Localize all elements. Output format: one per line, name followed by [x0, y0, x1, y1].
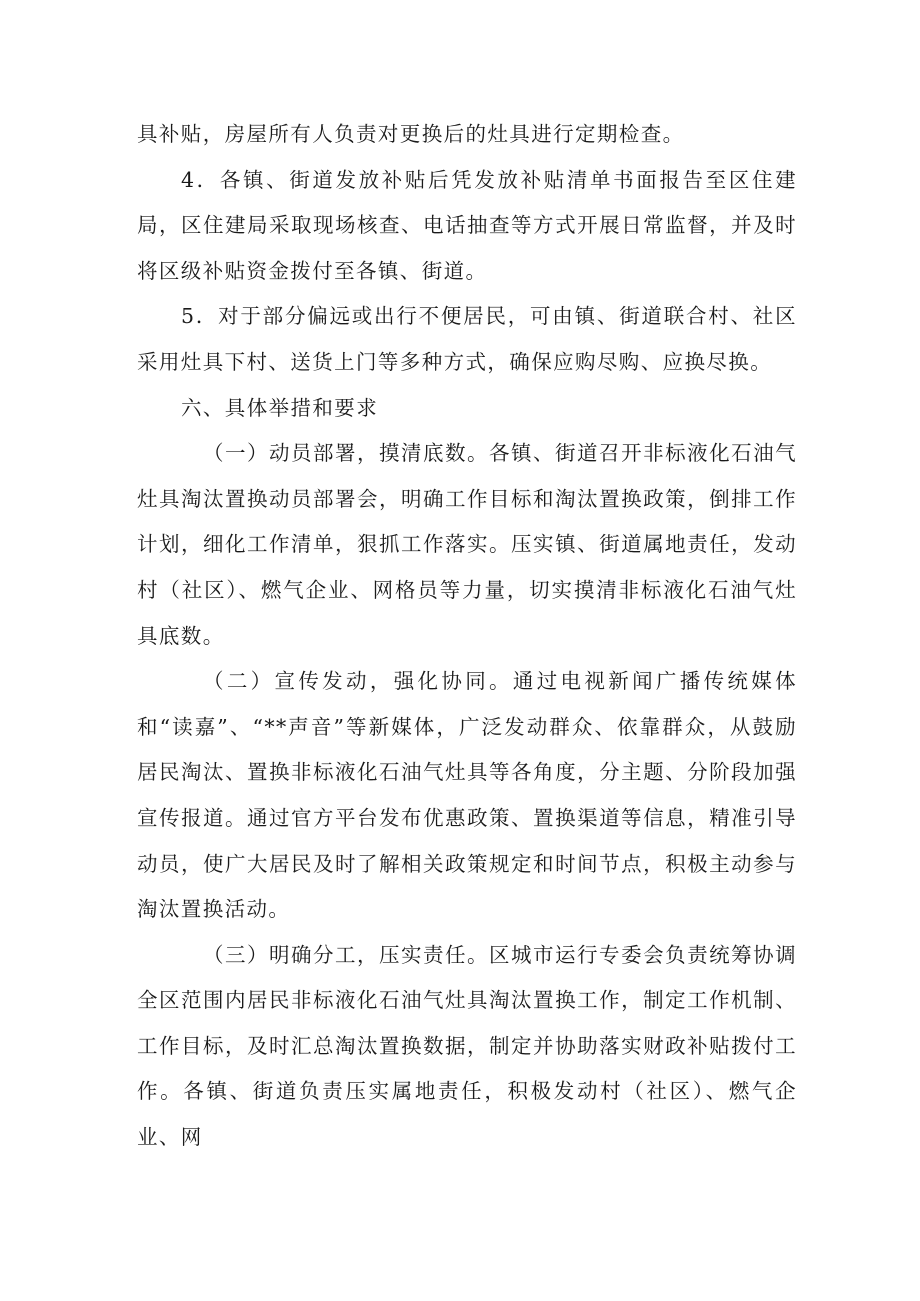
paragraph-continuation: 具补贴，房屋所有人负责对更换后的灶具进行定期检查。	[137, 122, 685, 146]
paragraph-subsection-3: （三）明确分工，压实责任。区城市运行专委会负责统筹协调全区范围内居民非标液化石油气灶具淘汰置换工作，制定工作机制、工作目标，及时汇总淘汰置换数据，制定并协助落实财政补贴拨付工作。各镇、街道负责压实属地责任，积极发动村（社区）、燃气企业、网	[137, 942, 797, 1150]
paragraph-subsection-2: （二）宣传发动，强化协同。通过电视新闻广播传统媒体和“读嘉”、“**声音”等新媒体，广泛发动群众、依靠群众，从鼓励居民淘汰、置换非标液化石油气灶具等各角度，分主题、分阶段加强宣传报道。通过官方平台发布优惠政策、置换渠道等信息，精准引导动员，使广大居民及时了解相关政策规定和时间节点，积极主动参与淘汰置换活动。	[137, 669, 797, 922]
document-body	[137, 112, 797, 1161]
section-heading-6: 六、具体举措和要求	[181, 395, 379, 420]
paragraph-item-4: 4．各镇、街道发放补贴后凭发放补贴清单书面报告至区住建局，区住建局采取现场核查、电话抽查等方式开展日常监督，并及时将区级补贴资金拨付至各镇、街道。	[137, 167, 797, 283]
paragraph-subsection-1: （一）动员部署，摸清底数。各镇、街道召开非标液化石油气灶具淘汰置换动员部署会，明确工作目标和淘汰置换政策，倒排工作计划，细化工作清单，狠抓工作落实。压实镇、街道属地责任，发动村（社区）、燃气企业、网格员等力量，切实摸清非标液化石油气灶具底数。	[137, 441, 797, 648]
paragraph-item-5: 5．对于部分偏远或出行不便居民，可由镇、街道联合村、社区采用灶具下村、送货上门等多种方式，确保应购尽购、应换尽换。	[137, 304, 797, 374]
